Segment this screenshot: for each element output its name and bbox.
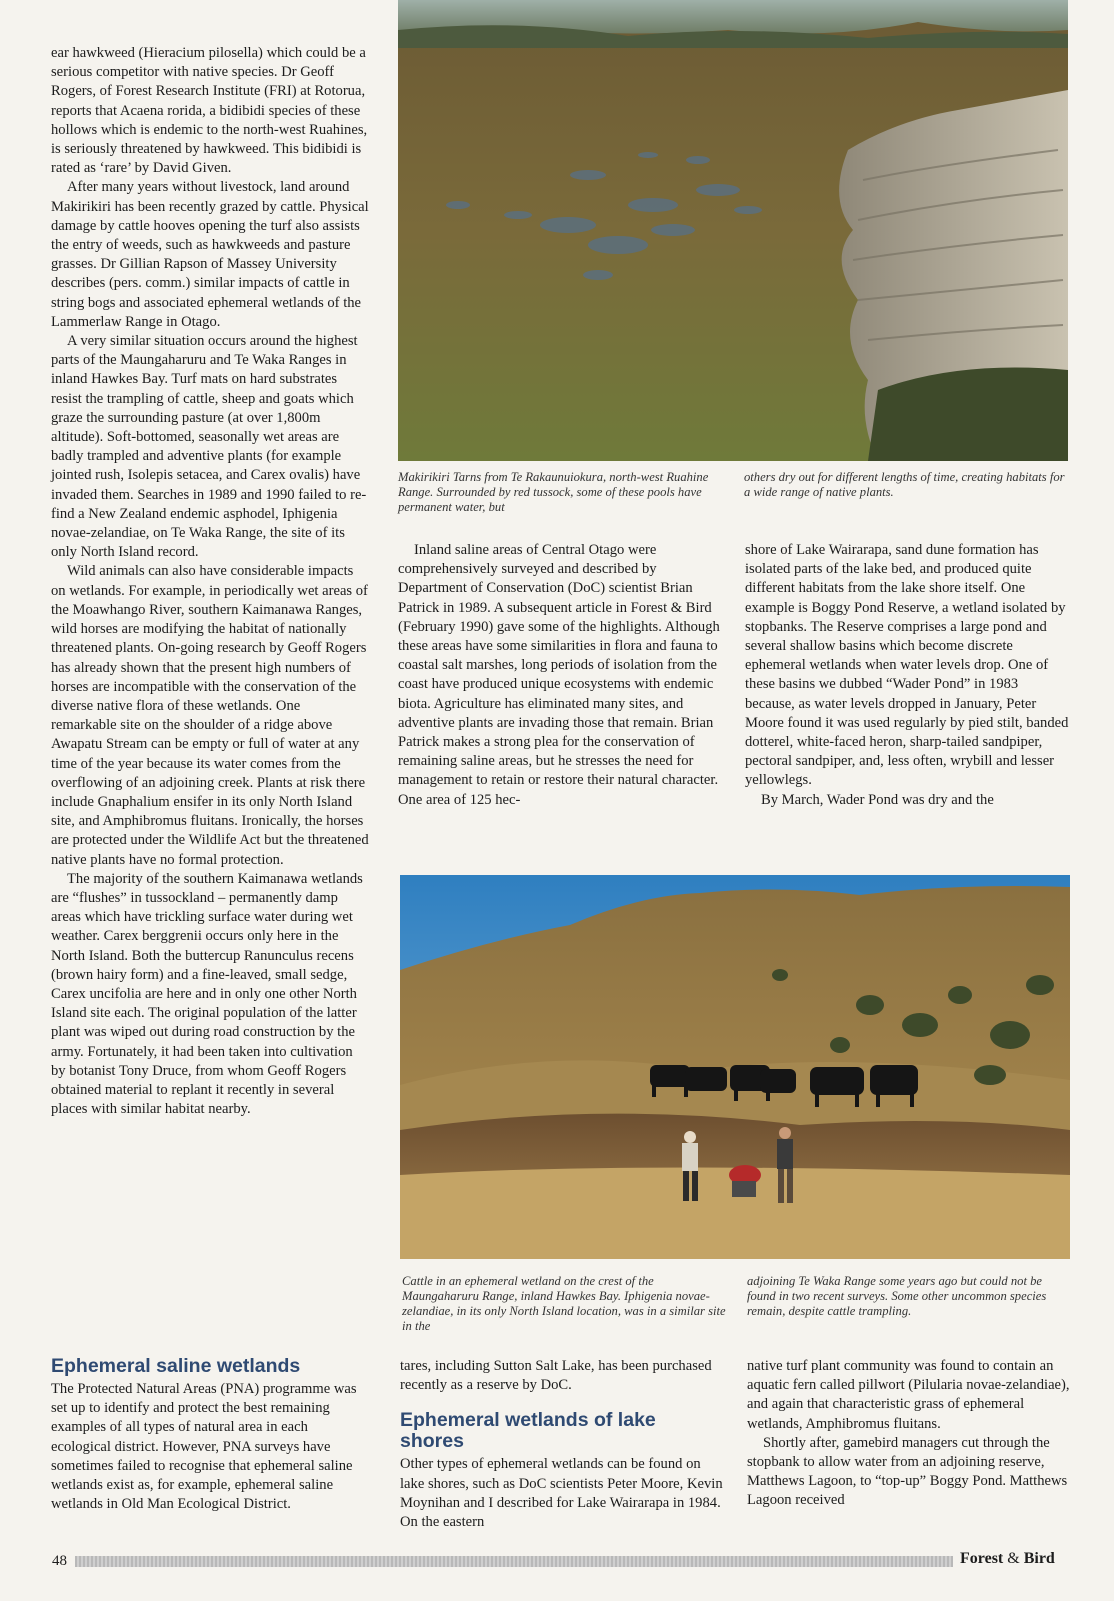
paragraph: The Protected Natural Areas (PNA) programme was set up to identify and protect the best remaining examples of all types of natural area in each ecological district. However, PNA surveys have sometimes failed to recognise that ephemeral saline wetlands exist as, for example, ephemeral saline wetlands in Old Man Ecological District.	[51, 1381, 357, 1513]
footer-rule	[75, 1556, 953, 1567]
paragraph: shore of Lake Wairarapa, sand dune formation has isolated parts of the lake bed, and produced quite different habitats from the lake shore itself. One example is Boggy Pond Reserve, a wetland isolated by stopbanks. The Reserve comprises a large pond and several shallow basins which become discrete ephemeral wetlands when water levels drop. One of these basins we dubbed “Wader Pond” in 1983 because, as water levels dropped in January, Peter Moore found it was used regularly by pied stilt, banded dotterel, white-faced heron, sharp-tailed sandpiper, pectoral sandpiper, and, less often, wrybill and lesser yellowlegs.	[745, 542, 1069, 789]
paragraph: By March, Wader Pond was dry and the	[761, 791, 994, 808]
caption-photo-1-right: others dry out for different lengths of time, creating habitats for a wide range of native plants.	[744, 470, 1065, 499]
paragraph: Other types of ephemeral wetlands can be found on lake shores, such as DoC scientists Peter Moore, Kevin Moynihan and I described for Lake Wairarapa in 1984. On the eastern	[400, 1456, 723, 1531]
left-column-bottom	[51, 1356, 369, 1514]
magazine-title-part: Bird	[1023, 1550, 1055, 1567]
right-column-bottom	[747, 1357, 1072, 1511]
paragraph: Wild animals can also have considerable impacts on wetlands. For example, in periodically wet areas of the Moawhango River, southern Kaimanawa Ranges, wild horses are modifying the habitat of nationally threatened plants. On-going research by Geoff Rogers has already shown that the present high numbers of horses are incompatible with the conservation of the diverse native flora of these wetlands. One remarkable site on the shoulder of a ridge above Awapatu Stream can be empty or full of water at any time of the year because its water comes from the overflowing of an adjoining creek. Plants at risk there include Gnaphalium ensifer in its only North Island site, and Amphibromus fluitans. Ironically, the horses are protected under the Wildlife Act but the threatened native plants have no formal protection.	[51, 563, 369, 868]
magazine-title-amp: &	[1007, 1550, 1020, 1567]
paragraph: native turf plant community was found to contain an aquatic fern called pillwort (Pilularia novae-zelandiae), and again that characteristic grass of ephemeral wetlands, Amphibromus fluitans.	[747, 1358, 1070, 1432]
paragraph: Shortly after, gamebird managers cut through the stopbank to allow water from an adjoining reserve, Matthews Lagoon, to “top-up” Boggy Pond. Matthews Lagoon received	[747, 1434, 1068, 1509]
section-heading: Ephemeral saline wetlands	[51, 1355, 301, 1377]
magazine-title-part: Forest	[960, 1550, 1004, 1567]
caption-photo-1-left: Makirikiri Tarns from Te Rakaunuiokura, north-west Ruahine Range. Surrounded by red tussock, some of these pools have permanent water, but	[398, 470, 709, 514]
photo-makirikiri-tarns	[398, 0, 1068, 461]
caption-photo-2-right: adjoining Te Waka Range some years ago but could not be found in two recent surveys. Some other uncommon species remain, despite cattle trampling.	[747, 1274, 1047, 1318]
section-heading: Ephemeral wetlands of lake shores	[400, 1409, 656, 1453]
paragraph: After many years without livestock, land around Makirikiri has been recently grazed by cattle. Physical damage by cattle hooves opening the turf also assists the entry of weeds, such as hawkweeds and pasture grasses. Dr Gillian Rapson of Massey University describes (pers. comm.) similar impacts of cattle in string bogs and associated ephemeral wetlands of the Lammerlaw Range in Otago.	[51, 179, 369, 330]
left-column	[51, 44, 369, 1119]
paragraph: ear hawkweed (Hieracium pilosella) which could be a serious competitor with native species. Dr Geoff Rogers, of Forest Research Institute (FRI) at Rotorua, reports that Acaena rorida, a bidibidi species of these hollows which is endemic to the north-west Ruahines, is seriously threatened by hawkweed. This bidibidi is rated as ‘rare’ by David Given.	[51, 45, 368, 177]
page-number: 48	[52, 1553, 67, 1569]
middle-column-bottom	[400, 1357, 725, 1532]
paragraph: Inland saline areas of Central Otago were comprehensively surveyed and described by Department of Conservation (DoC) scientist Brian Patrick in 1989. A subsequent article in Forest & Bird (February 1990) gave some of the highlights. Although these areas have some similarities in flora and fauna to coastal salt marshes, long periods of isolation from the coast have produced unique ecosystems with endemic biota. Agriculture has eliminated many sites, and adventive plants are invading those that remain. Brian Patrick makes a strong plea for the conservation of remaining saline areas, but he stresses the need for management to retain or restore their natural character. One area of 125 hec-	[398, 542, 720, 808]
paragraph: The majority of the southern Kaimanawa wetlands are “flushes” in tussockland – permanently damp areas which have trickling surface water during wet weather. Carex berggrenii occurs only here in the North Island. Both the buttercup Ranunculus recens (brown hairy form) and a fine-leaved, small sedge, Carex uncifolia are here and in only one other North Island site each. The original population of the latter plant was wiped out during road construction by the army. Fortunately, it had been taken into cultivation by botanist Tony Druce, from whom Geoff Rogers obtained material to replant it recently in several places with similar habitat nearby.	[51, 870, 363, 1118]
paragraph: A very similar situation occurs around the highest parts of the Maungaharuru and Te Waka Ranges in inland Hawkes Bay. Turf mats on hard substrates resist the trampling of cattle, sheep and goats which graze the surrounding pasture (at over 1,800m altitude). Soft-bottomed, seasonally wet areas are badly trampled and adventive plants (for example jointed rush, Isolepis setacea, and Carex ovalis) have invaded them. Searches in 1989 and 1990 failed to re-find a New Zealand endemic asphodel, Iphigenia novae-zelandiae, on Te Waka Range, the site of its only North Island record.	[51, 333, 367, 561]
right-column-top	[745, 541, 1070, 810]
photo-cattle-wetland	[400, 875, 1070, 1259]
middle-column-top	[398, 541, 723, 810]
caption-photo-2-left: Cattle in an ephemeral wetland on the crest of the Maungaharuru Range, inland Hawkes Bay. Iphigenia novae-zelandiae, in its only North Island location, was in a similar site in the	[402, 1274, 726, 1333]
magazine-title	[960, 1550, 1055, 1568]
paragraph: tares, including Sutton Salt Lake, has been purchased recently as a reserve by DoC.	[400, 1358, 712, 1394]
